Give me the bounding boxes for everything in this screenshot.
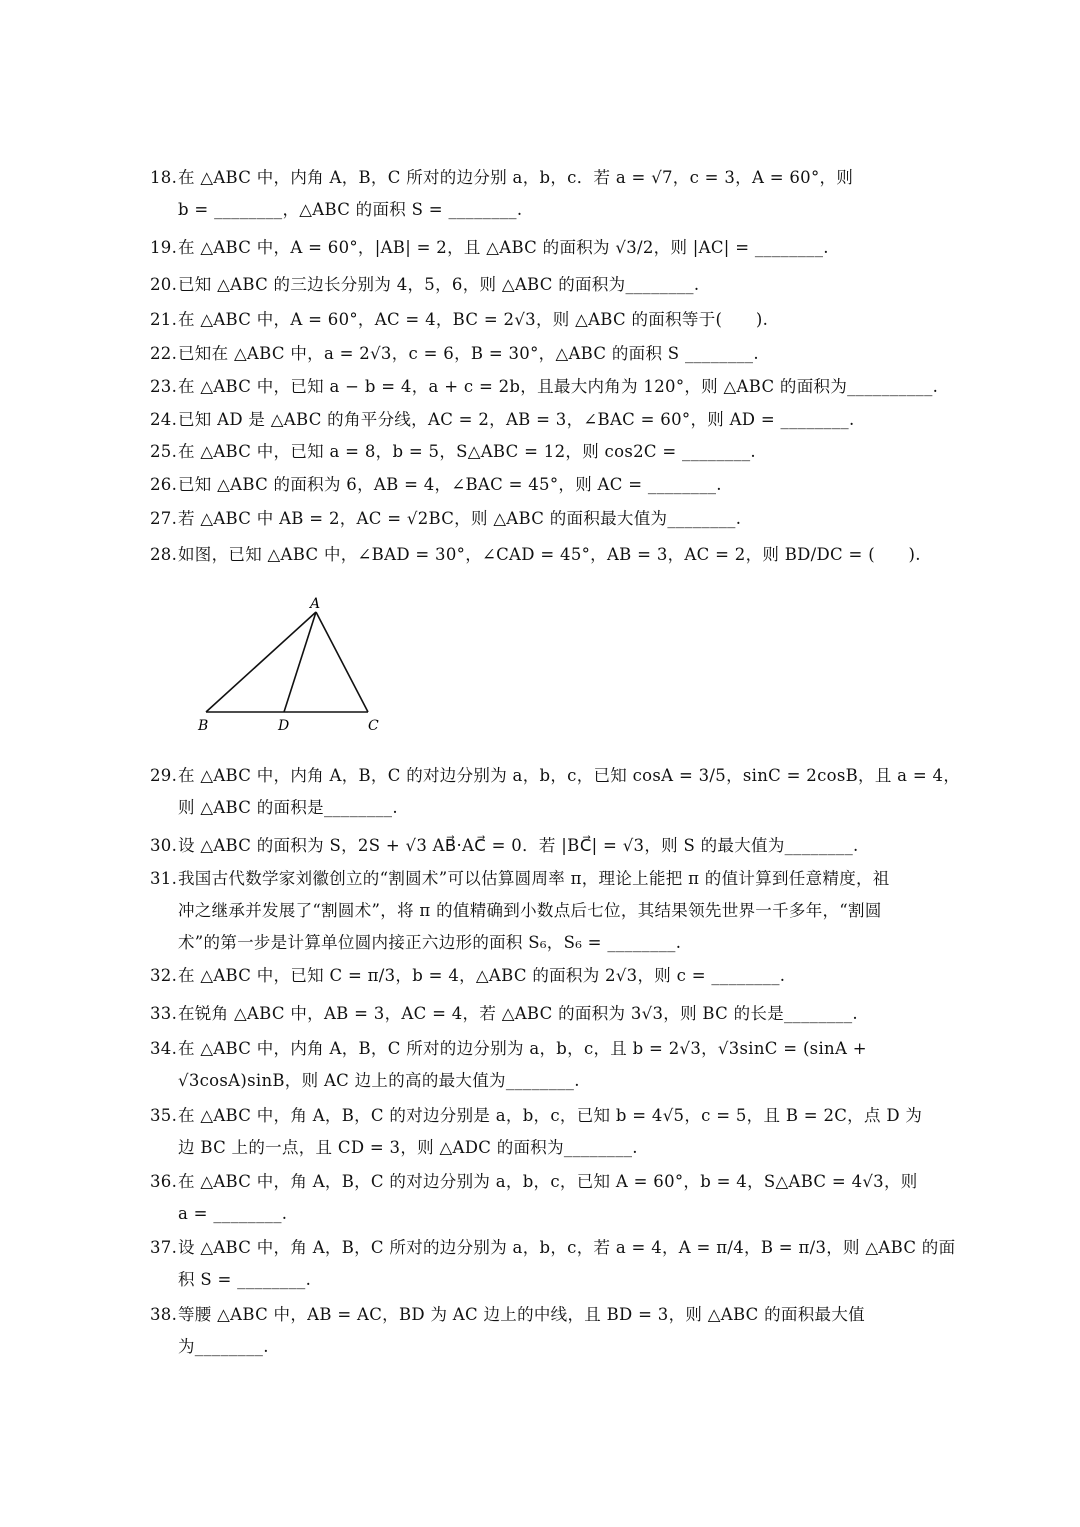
question-number: 36. [150, 1172, 178, 1191]
question-number: 28. [150, 545, 178, 564]
vertex-label-a: A [310, 596, 321, 612]
question-number: 23. [150, 377, 178, 396]
question-text: 在 △ABC 中，内角 A，B，C 所对的边分别 a，b，c．若 a = √7，c = 3，A = 60°，则 [178, 168, 854, 187]
question-number: 34. [150, 1039, 178, 1058]
question-text: 已知 △ABC 的三边长分别为 4，5，6，则 △ABC 的面积为________. [178, 275, 700, 294]
question-number: 30. [150, 836, 178, 855]
question-text: 在 △ABC 中，已知 a = 8，b = 5，S△ABC = 12，则 cos2C = ________. [178, 442, 756, 461]
question-text: 在 △ABC 中，角 A，B，C 的对边分别是 a，b，c，已知 b = 4√5，c = 5，且 B = 2C，点 D 为 [178, 1106, 923, 1125]
vertex-label-c: C [368, 718, 379, 734]
question-text: 在 △ABC 中，已知 a − b = 4，a + c = 2b，且最大内角为 120°，则 △ABC 的面积为__________. [178, 377, 939, 396]
question-32 [150, 960, 958, 992]
question-27 [150, 503, 958, 535]
question-37 [150, 1232, 958, 1296]
question-35 [150, 1100, 958, 1164]
question-number: 29. [150, 766, 178, 785]
question-23 [150, 371, 958, 403]
question-number: 21. [150, 310, 178, 329]
question-text: 已知 △ABC 的面积为 6，AB = 4，∠BAC = 45°，则 AC = ________. [178, 475, 722, 494]
vertex-label-d: D [278, 718, 290, 734]
side-ac [316, 612, 368, 712]
question-number: 22. [150, 344, 178, 363]
question-29 [150, 760, 961, 824]
question-21 [150, 304, 958, 336]
question-text: √3cosA)sinB，则 AC 边上的高的最大值为________. [178, 1071, 580, 1090]
question-text: 在 △ABC 中，A = 60°，|AB| = 2，且 △ABC 的面积为 √3/2，则 |AC| = ________. [178, 238, 829, 257]
question-text: 在 △ABC 中，内角 A，B，C 所对的边分别为 a，b，c，且 b = 2√3，√3sinC = (sinA + [178, 1039, 867, 1058]
question-number: 31. [150, 869, 178, 888]
question-19 [150, 232, 958, 264]
question-text: 我国古代数学家刘徽创立的“割圆术”可以估算圆周率 π，理论上能把 π 的值计算到任意精度，祖 [178, 869, 890, 888]
question-number: 20. [150, 275, 178, 294]
question-number: 27. [150, 509, 178, 528]
question-number: 18. [150, 168, 178, 187]
question-text: 在 △ABC 中，角 A，B，C 的对边分别为 a，b，c，已知 A = 60°，b = 4，S△ABC = 4√3，则 [178, 1172, 918, 1191]
question-text: a = ________. [178, 1204, 288, 1223]
question-number: 33. [150, 1004, 178, 1023]
question-number: 24. [150, 410, 178, 429]
question-text: 在 △ABC 中，已知 C = π/3，b = 4，△ABC 的面积为 2√3，则 c = ________. [178, 966, 786, 985]
question-text: 若 △ABC 中 AB = 2，AC = √2BC，则 △ABC 的面积最大值为________. [178, 509, 742, 528]
question-text: 术”的第一步是计算单位圆内接正六边形的面积 S₆，S₆ = ________. [178, 933, 682, 952]
question-28 [150, 539, 958, 571]
question-text: 等腰 △ABC 中，AB = AC，BD 为 AC 边上的中线，且 BD = 3，则 △ABC 的面积最大值 [178, 1305, 865, 1324]
question-36 [150, 1166, 958, 1230]
question-text: 冲之继承并发展了“割圆术”，将 π 的值精确到小数点后七位，其结果领先世界一千多年，“割圆 [178, 901, 882, 920]
question-text: b = ________，△ABC 的面积 S = ________. [178, 200, 523, 219]
question-text: 设 △ABC 的面积为 S，2S + √3 AB⃗·AC⃗ = 0．若 |BC⃗| = √3，则 S 的最大值为________. [178, 836, 859, 855]
question-30 [150, 830, 958, 862]
question-34 [150, 1033, 958, 1097]
question-31 [150, 863, 958, 959]
question-text: 为________. [178, 1337, 269, 1356]
question-33 [150, 998, 958, 1030]
vertex-label-b: B [198, 718, 209, 734]
question-text: 在锐角 △ABC 中，AB = 3，AC = 4，若 △ABC 的面积为 3√3，则 BC 的长是________. [178, 1004, 858, 1023]
question-number: 26. [150, 475, 178, 494]
question-text: 设 △ABC 中，角 A，B，C 所对的边分别为 a，b，c，若 a = 4，A = π/4，B = π/3，则 △ABC 的面 [178, 1238, 956, 1257]
question-38 [150, 1299, 958, 1363]
question-text: 在 △ABC 中，内角 A，B，C 的对边分别为 a，b，c，已知 cosA = 3/5，sinC = 2cosB，且 a = 4， [178, 766, 961, 785]
question-number: 35. [150, 1106, 178, 1125]
question-number: 32. [150, 966, 178, 985]
question-text: 在 △ABC 中，A = 60°，AC = 4，BC = 2√3，则 △ABC 的面积等于( ). [178, 310, 769, 329]
question-text: 如图，已知 △ABC 中，∠BAD = 30°，∠CAD = 45°，AB = 3，AC = 2，则 BD/DC = ( ). [178, 545, 921, 564]
question-26 [150, 469, 958, 501]
triangle-figure [190, 590, 400, 740]
question-22 [150, 338, 958, 370]
question-25 [150, 436, 958, 468]
question-18 [150, 162, 958, 226]
question-24 [150, 404, 958, 436]
question-number: 38. [150, 1305, 178, 1324]
question-text: 已知在 △ABC 中，a = 2√3，c = 6，B = 30°，△ABC 的面积 S ________. [178, 344, 759, 363]
question-text: 积 S = ________. [178, 1270, 312, 1289]
question-number: 19. [150, 238, 178, 257]
question-text: 边 BC 上的一点，且 CD = 3，则 △ADC 的面积为________. [178, 1138, 638, 1157]
question-number: 25. [150, 442, 178, 461]
question-20 [150, 269, 958, 301]
question-number: 37. [150, 1238, 178, 1257]
question-text: 则 △ABC 的面积是________. [178, 798, 398, 817]
question-text: 已知 AD 是 △ABC 的角平分线，AC = 2，AB = 3，∠BAC = 60°，则 AD = ________. [178, 410, 855, 429]
